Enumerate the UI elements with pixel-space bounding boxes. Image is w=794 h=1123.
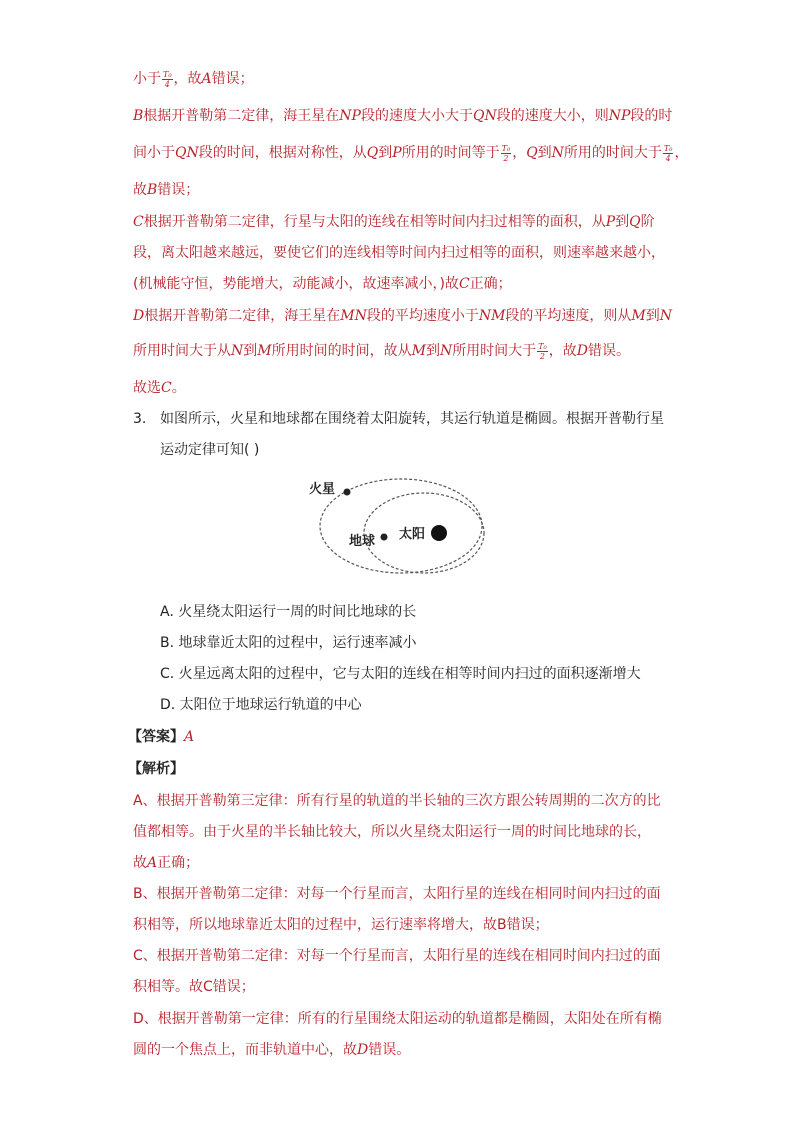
- earth-label: 地球: [349, 534, 376, 549]
- analysis-label: 【解析】: [128, 761, 184, 777]
- option-d[interactable]: D. 太阳位于地球运行轨道的中心: [160, 697, 362, 713]
- option-b[interactable]: B. 地球靠近太阳的过程中，运行速率减小: [160, 635, 417, 651]
- sun-label: 太阳: [399, 527, 426, 542]
- explain-b-line1: B根据开普勒第二定律，海王星在NP段的速度大小大于QN段的速度大小，则NP段的时: [133, 108, 673, 124]
- orbit-figure: [300, 470, 500, 590]
- explain-c-line2: 段，离太阳越来越远，要使它们的连线相等时间内扫过相等的面积，则速率越来越小，: [133, 245, 665, 261]
- answer-line: [128, 726, 194, 748]
- explain-d-line1: D根据开普勒第二定律，海王星在MN段的平均速度小于NM段的平均速度，则从M到N: [133, 308, 673, 324]
- exp-a-line1: A、根据开普勒第三定律：所有行星的轨道的半长轴的三次方跟公转周期的二次方的比: [133, 793, 661, 809]
- explain-b-line3: 故B错误；: [133, 182, 200, 198]
- question-number: 3.: [133, 411, 147, 427]
- explain-c-line1: C根据开普勒第二定律，行星与太阳的连线在相等时间内扫过相等的面积，从P到Q阶: [133, 214, 655, 230]
- exp-c-line1: C、根据开普勒第二定律：对每一个行星而言，太阳行星的连线在相同时间内扫过的面: [133, 948, 661, 964]
- explain-d-line2: 所用时间大于从N到M所用时间的时间，故从M到N所用时间大于 $\frac{\text{T₀}}{2}$ ，故D错误。: [133, 341, 630, 361]
- option-c[interactable]: C. 火星远离太阳的过程中，它与太阳的连线在相等时间内扫过的面积逐渐增大: [160, 666, 641, 682]
- exp-a-line3: 故A正确；: [133, 855, 200, 871]
- exp-b-line2: 积相等，所以地球靠近太阳的过程中，运行速率将增大，故B错误；: [133, 917, 549, 933]
- question-stem-line1: 如图所示，火星和地球都在围绕着太阳旋转，其运行轨道是椭圆。根据开普勒行星: [160, 411, 664, 427]
- final-choice: 故选C。: [133, 380, 186, 396]
- exp-c-line2: 积相等。故C错误；: [133, 979, 255, 995]
- exp-d-line2: 圆的一个焦点上，而非轨道中心，故D错误。: [133, 1042, 411, 1058]
- fraction-t0-over-4: $\frac{\text{T₀}}{4}$: [163, 69, 172, 89]
- text: 小于: [133, 71, 161, 87]
- exp-a-line2: 值都相等。由于火星的半长轴比较大，所以火星绕太阳运行一周的时间比地球的长，: [133, 824, 651, 840]
- fraction-t0-over-2: $\frac{\text{T₀}}{2}$: [501, 143, 511, 163]
- sun-dot: [431, 525, 447, 541]
- earth-dot: [381, 534, 388, 541]
- option-a[interactable]: A. 火星绕太阳运行一周的时间比地球的长: [160, 604, 417, 620]
- line-a-conclusion: 小于 $\frac{\text{T₀}}{4}$ ，故A错误；: [133, 69, 254, 89]
- explain-c-line3: (机械能守恒，势能增大，动能减小，故速率减小，)故C正确；: [133, 276, 512, 292]
- explain-b-line2: 间小于QN段的时间，根据对称性，从Q到P所用的时间等于 $\frac{\text{T₀}}{2}$ ，Q到N所用的时间大于 $\frac{\text{T₀}}{4}$ ，: [133, 143, 689, 163]
- answer-label: 【答案】: [128, 729, 184, 745]
- mars-dot: [344, 489, 351, 496]
- question-stem-line2: 运动定律可知( ): [160, 442, 260, 458]
- exp-b-line1: B、根据开普勒第二定律：对每一个行星而言，太阳行星的连线在相同时间内扫过的面: [133, 886, 661, 902]
- fraction-t0-over-2: $\frac{\text{T₀}}{2}$: [538, 341, 547, 361]
- answer-value: A: [184, 729, 195, 745]
- exp-d-line1: D、根据开普勒第一定律：所有的行星围绕太阳运动的轨道都是椭圆，太阳处在所有椭: [133, 1011, 662, 1027]
- fraction-t0-over-4: $\frac{\text{T₀}}{4}$: [663, 143, 673, 163]
- mars-label: 火星: [309, 482, 336, 497]
